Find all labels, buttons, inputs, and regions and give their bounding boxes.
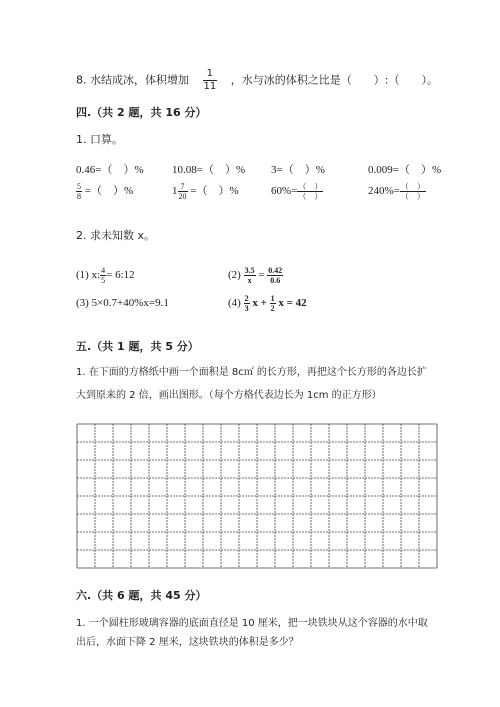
- equation-1: [76, 266, 135, 285]
- frac-den: 0.6: [270, 276, 281, 285]
- frac-den: 8: [77, 192, 81, 201]
- eq4-head: (4): [228, 297, 241, 310]
- calc-r2-c3-fraction: [297, 182, 323, 201]
- eq1-tail: = 6:12: [106, 269, 135, 282]
- calc-r2-c1-tail: =（ ）%: [84, 185, 134, 198]
- section-6-title: 六.（共 6 题，共 45 分）: [76, 589, 207, 602]
- section-5-q1-line2: 大到原来的 2 倍，画出图形。（每个方格代表边长为 1cm 的正方形）: [76, 390, 382, 401]
- frac-den: 2: [270, 304, 275, 313]
- section-5-q1-line1: 1. 在下面的方格纸中画一个面积是 8c㎡ 的长方形，再把这个长方形的各边长扩: [76, 367, 427, 378]
- calc-r1-c1: 0.46=（ ）%: [76, 164, 144, 176]
- frac-num: 4: [101, 266, 106, 275]
- frac-den: （ ）: [298, 192, 323, 201]
- eq2-head: (2): [228, 269, 241, 282]
- section-4-q2-title: 2. 求未知数 x。: [76, 229, 155, 242]
- eq4-fraction-a: [244, 294, 250, 313]
- frac-den: 5: [101, 276, 106, 285]
- frac-num: 1: [270, 294, 275, 303]
- q8-fraction: [203, 68, 218, 93]
- frac-num: 2: [244, 294, 249, 303]
- graph-paper-grid[interactable]: [76, 423, 440, 569]
- eq2-equals: =: [258, 269, 265, 282]
- calc-r2-c2-fraction: [178, 182, 188, 201]
- section-4-title: 四.（共 2 题，共 16 分）: [76, 106, 207, 119]
- eq1-head: (1) x:: [76, 269, 101, 282]
- equation-2: [228, 266, 283, 285]
- section-4-q1-title: 1. 口算。: [76, 133, 123, 146]
- calc-r2-c4-head: 240%=: [368, 185, 400, 198]
- calc-r2-c4: [368, 182, 426, 201]
- frac-num: 3.5: [244, 266, 255, 275]
- eq2-left-fraction: [244, 266, 256, 285]
- calc-r2-c4-fraction: [400, 182, 426, 201]
- section-6-q1-line2: 出后，水面下降 2 厘米，这块铁块的体积是多少？: [76, 637, 299, 648]
- calc-r2-c3-head: 60%=: [271, 185, 298, 198]
- calc-r2-c2-tail: =（ ）%: [190, 185, 239, 198]
- frac-num: （ ）: [400, 182, 425, 191]
- frac-num: 0.42: [268, 266, 283, 275]
- calc-r2-c2: [172, 182, 239, 201]
- section-5-title: 五.（共 1 题，共 5 分）: [76, 340, 199, 353]
- eq2-right-fraction: [267, 266, 283, 285]
- calc-r1-c4: 0.009=（ ）%: [368, 164, 442, 176]
- q8-frac-den: 11: [203, 81, 217, 92]
- calc-r1-c2: 10.08=（ ）%: [172, 164, 246, 176]
- q8-text-end: ，水与冰的体积之比是（ ）:（ ）。: [230, 73, 438, 87]
- question-8: [76, 68, 438, 93]
- calc-r2-c1: [76, 182, 133, 201]
- frac-den: x: [247, 276, 252, 285]
- frac-num: 7: [178, 182, 188, 192]
- frac-den: 20: [178, 192, 187, 201]
- equation-3: (3) 5×0.7+40%x=9.1: [76, 297, 169, 309]
- eq4-tail: x = 42: [278, 297, 307, 310]
- calc-r2-c1-fraction: [76, 182, 82, 201]
- section-6-q1-line1: 1. 一个圆柱形玻璃容器的底面直径是 10 厘米，把一块铁块从这个容器的水中取: [76, 618, 428, 629]
- frac-den: （ ）: [400, 192, 425, 201]
- calc-r1-c3: 3=（ ）%: [271, 164, 325, 176]
- frac-den: 3: [244, 304, 249, 313]
- frac-num: （ ）: [298, 182, 323, 191]
- q8-frac-num: 1: [203, 68, 218, 81]
- frac-num: 5: [77, 182, 81, 191]
- eq4-mid: x +: [252, 297, 267, 310]
- eq4-fraction-b: [270, 294, 276, 313]
- equation-4: [228, 294, 307, 313]
- q8-text-start: 8. 水结成冰，体积增加: [76, 73, 189, 87]
- mixed-whole: 1: [172, 185, 178, 198]
- calc-r2-c3: [271, 182, 323, 201]
